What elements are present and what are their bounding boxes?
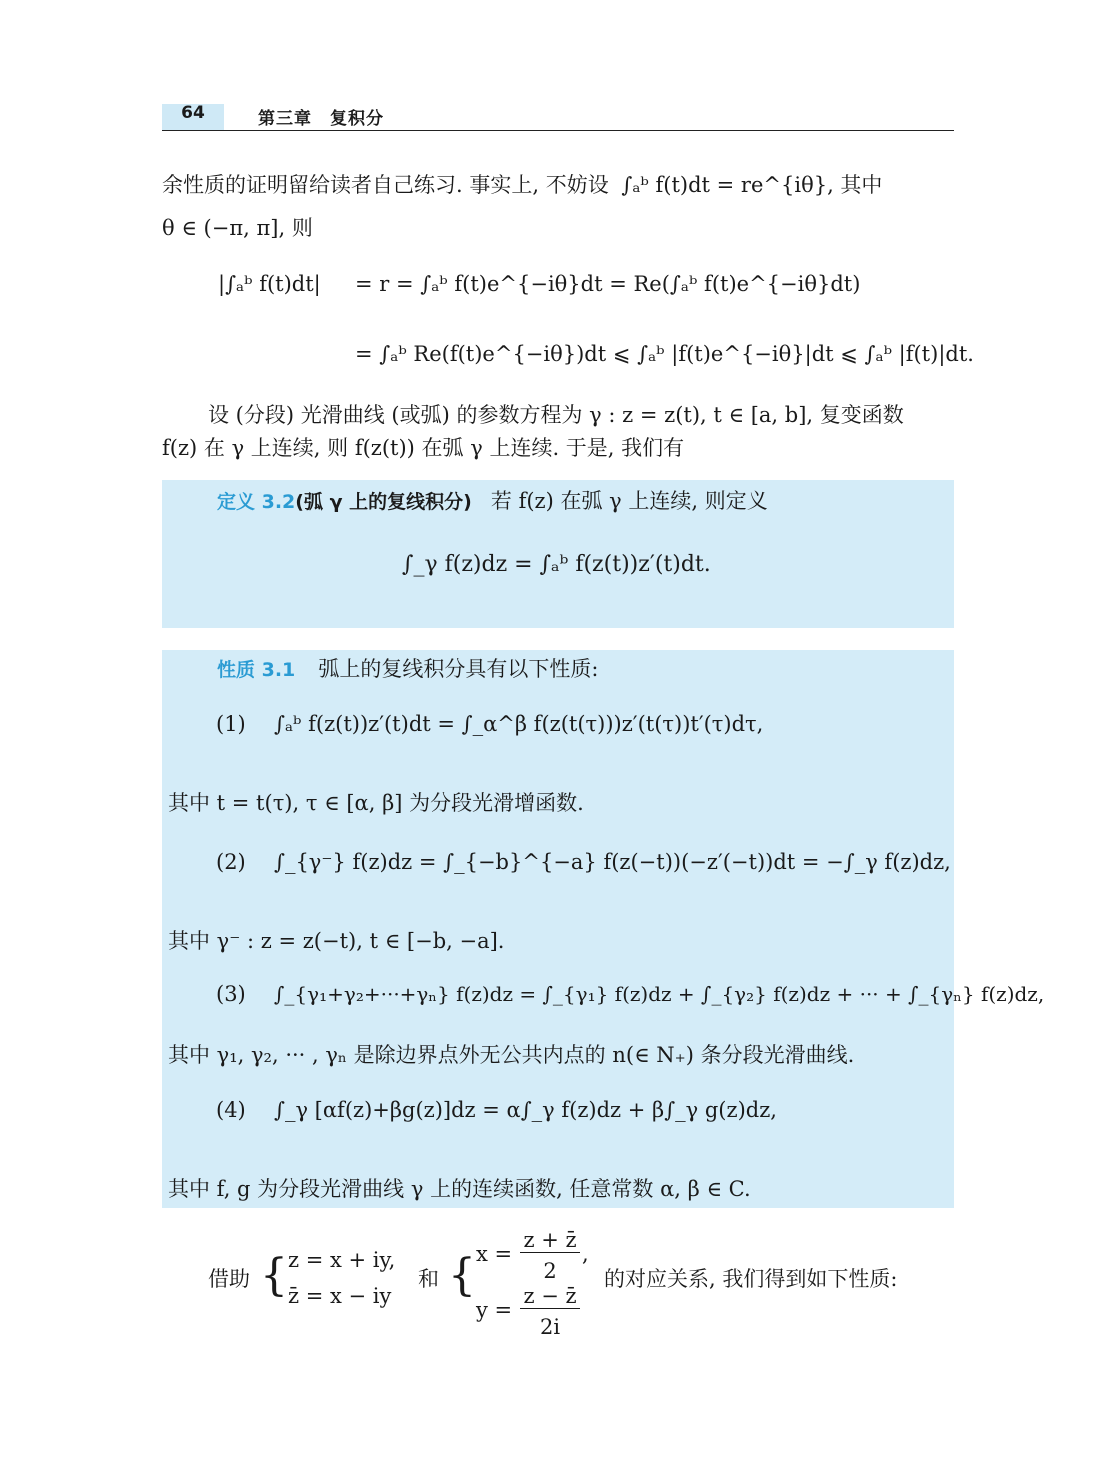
closing-suffix: 的对应关系, 我们得到如下性质: bbox=[604, 1267, 898, 1291]
definition-heading bbox=[217, 486, 768, 516]
system-1-line-2: z̄ = x − iy bbox=[288, 1284, 392, 1308]
paragraph-line-2: f(z) 在 γ 上连续, 则 f(z(t)) 在弧 γ 上连续. 于是, 我们有 bbox=[162, 436, 685, 460]
system-2-line-2-denominator: 2i bbox=[539, 1315, 561, 1339]
system-2-line-2-numerator: z − z̄ bbox=[520, 1284, 580, 1309]
definition-title: (弧 γ 上的复线积分) bbox=[295, 491, 472, 513]
property-item-2-formula: ∫_{γ⁻} f(z)dz = ∫_{−b}^{−a} f(z(−t))(−z′(−t))dt = −∫_γ f(z)dz, bbox=[274, 850, 951, 874]
property-box bbox=[162, 650, 1045, 1208]
property-item-3-formula: ∫_{γ₁+γ₂+···+γₙ} f(z)dz = ∫_{γ₁} f(z)dz + ∫_{γ₂} f(z)dz + ··· + ∫_{γₙ} f(z)dz, bbox=[274, 982, 1045, 1006]
intro-line-1-math: ∫ₐᵇ f(t)dt = re^{iθ}, 其中 bbox=[621, 173, 883, 197]
derivation-row-2-right: = ∫ₐᵇ Re(f(t)e^{−iθ})dt ⩽ ∫ₐᵇ |f(t)e^{−iθ}|dt ⩽ ∫ₐᵇ |f(t)|dt. bbox=[355, 342, 974, 366]
property-item-3-number: (3) bbox=[216, 982, 246, 1006]
property-item-4-formula: ∫_γ [αf(z)+βg(z)]dz = α∫_γ f(z)dz + β∫_γ g(z)dz, bbox=[274, 1098, 777, 1122]
property-item-2-number: (2) bbox=[216, 850, 246, 874]
derivation-row-1-right: = r = ∫ₐᵇ f(t)e^{−iθ}dt = Re(∫ₐᵇ f(t)e^{−iθ}dt) bbox=[355, 272, 861, 296]
intro-line-2: θ ∈ (−π, π], 则 bbox=[162, 216, 313, 240]
definition-label: 定义 3.2 bbox=[217, 491, 296, 513]
property-item-1-note: 其中 t = t(τ), τ ∈ [α, β] 为分段光滑增函数. bbox=[168, 791, 584, 815]
system-2-line-1-numerator: z + z̄ bbox=[520, 1228, 580, 1253]
system-2-line-2-lhs: y = bbox=[476, 1298, 513, 1322]
system-2-line-1-comma: , bbox=[582, 1242, 589, 1266]
definition-formula: ∫_γ f(z)dz = ∫ₐᵇ f(z(t))z′(t)dt. bbox=[402, 552, 711, 577]
property-heading bbox=[217, 654, 598, 684]
left-brace-2: { bbox=[448, 1250, 476, 1301]
definition-box bbox=[162, 480, 954, 628]
property-item-3-note: 其中 γ₁, γ₂, ··· , γₙ 是除边界点外无公共内点的 n(∈ N₊) 条分段光滑曲线. bbox=[168, 1043, 855, 1067]
property-text: 弧上的复线积分具有以下性质: bbox=[318, 657, 599, 681]
intro-line-1-text: 余性质的证明留给读者自己练习. 事实上, 不妨设 bbox=[162, 173, 609, 197]
property-label: 性质 3.1 bbox=[217, 659, 296, 681]
property-item-4-number: (4) bbox=[216, 1098, 246, 1122]
paragraph-line-1: 设 (分段) 光滑曲线 (或弧) 的参数方程为 γ : z = z(t), t ∈ [a, b], 复变函数 bbox=[208, 403, 904, 427]
chapter-title: 第三章 复积分 bbox=[258, 109, 384, 129]
property-item-2-note: 其中 γ⁻ : z = z(−t), t ∈ [−b, −a]. bbox=[168, 929, 505, 953]
property-item-1-number: (1) bbox=[216, 712, 246, 736]
left-brace-1: { bbox=[260, 1250, 288, 1301]
system-2-line-1-denominator: 2 bbox=[543, 1259, 557, 1283]
derivation-row-1-left: |∫ₐᵇ f(t)dt| bbox=[218, 272, 321, 296]
system-1-line-1: z = x + iy, bbox=[288, 1248, 396, 1272]
closing-prefix: 借助 bbox=[208, 1267, 250, 1291]
system-2-line-1-lhs: x = bbox=[476, 1242, 513, 1266]
page-header bbox=[162, 100, 954, 131]
property-item-4-note: 其中 f, g 为分段光滑曲线 γ 上的连续函数, 任意常数 α, β ∈ C. bbox=[168, 1177, 751, 1201]
closing-and: 和 bbox=[418, 1267, 439, 1291]
intro-line-1 bbox=[162, 170, 882, 200]
property-item-1-formula: ∫ₐᵇ f(z(t))z′(t)dt = ∫_α^β f(z(t(τ)))z′(t(τ))t′(τ)dτ, bbox=[274, 712, 764, 736]
definition-text: 若 f(z) 在弧 γ 上连续, 则定义 bbox=[490, 489, 768, 513]
page-number: 64 bbox=[181, 103, 205, 123]
